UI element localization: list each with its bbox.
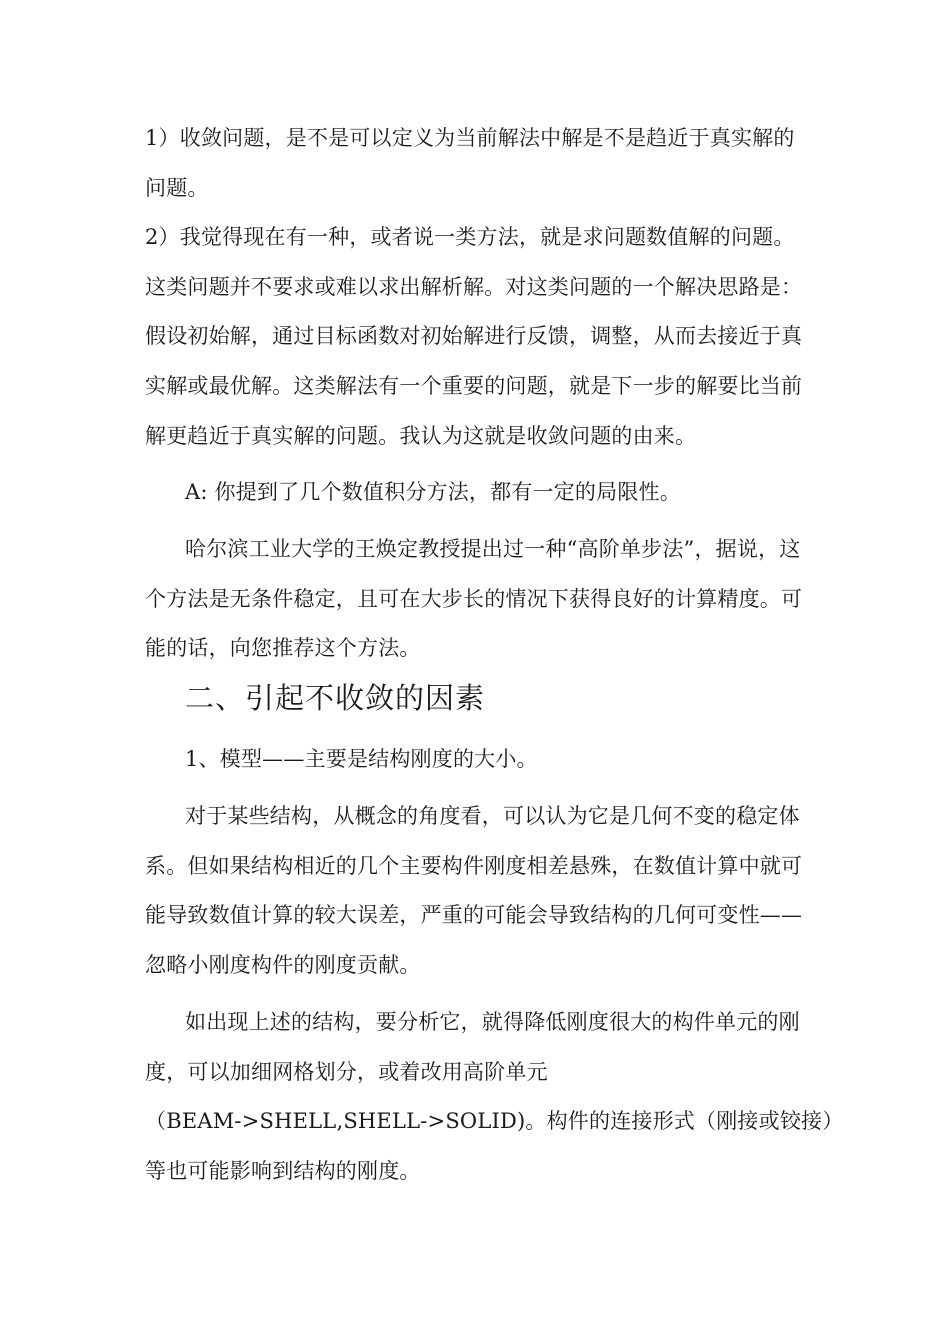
para6-line3: （BEAM->SHELL,SHELL->SOLID)。构件的连接形式（刚接或铰接） <box>145 1109 844 1133</box>
para2-line1: 2）我觉得现在有一种，或者说一类方法，就是求问题数值解的问题。 <box>145 225 795 249</box>
para2-line4: 实解或最优解。这类解法有一个重要的问题，就是下一步的解要比当前 <box>145 374 803 398</box>
para3-line1: A: 你提到了几个数值积分方法，都有一定的局限性。 <box>185 480 681 504</box>
para4-line1: 哈尔滨工业大学的王焕定教授提出过一种“高阶单步法”，据说，这 <box>185 537 801 561</box>
para5-line3: 能导致数值计算的较大误差，严重的可能会导致结构的几何可变性—— <box>145 903 803 927</box>
para6-line2: 度，可以加细网格划分，或着改用高阶单元 <box>145 1060 548 1084</box>
para2-line5: 解更趋近于真实解的问题。我认为这就是收敛问题的由来。 <box>145 424 697 448</box>
para2-line3: 假设初始解，通过目标函数对初始解进行反馈，调整，从而去接近于真 <box>145 324 803 348</box>
para5-line2: 系。但如果结构相近的几个主要构件刚度相差悬殊，在数值计算中就可 <box>145 854 803 878</box>
subheading: 1、模型——主要是结构刚度的大小。 <box>185 747 538 771</box>
para6-line4: 等也可能影响到结构的刚度。 <box>145 1159 421 1183</box>
para2-line2: 这类问题并不要求或难以求出解析解。对这类问题的一个解决思路是： <box>145 275 803 299</box>
para5-line1: 对于某些结构，从概念的角度看，可以认为它是几何不变的稳定体 <box>185 804 800 828</box>
para1-line1: 1）收敛问题，是不是可以定义为当前解法中解是不是趋近于真实解的 <box>145 126 795 150</box>
para5-line4: 忽略小刚度构件的刚度贡献。 <box>145 953 421 977</box>
para4-line2: 个方法是无条件稳定，且可在大步长的情况下获得良好的计算精度。可 <box>145 587 803 611</box>
para4-line3: 能的话，向您推荐这个方法。 <box>145 636 421 660</box>
section-heading: 二、引起不收敛的因素 <box>185 681 486 715</box>
para1-line2: 问题。 <box>145 176 209 200</box>
para6-line1: 如出现上述的结构，要分析它，就得降低刚度很大的构件单元的刚 <box>185 1010 800 1034</box>
